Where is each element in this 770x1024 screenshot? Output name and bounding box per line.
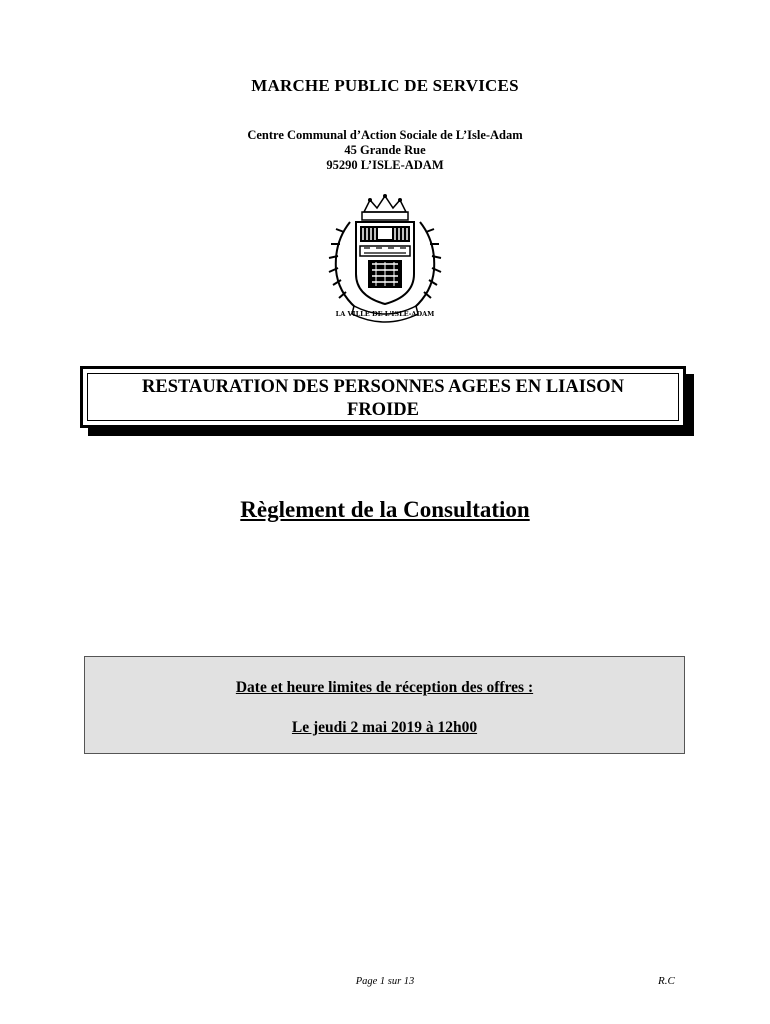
street-address: 45 Grande Rue [344,143,426,157]
deadline-box [84,656,685,754]
page-number: Page 1 sur 13 [355,976,415,987]
municipal-coat-of-arms-icon [320,192,450,328]
document-subtitle: Règlement de la Consultation [240,497,530,522]
organization-address [0,128,770,173]
project-title-line-1: RESTAURATION DES PERSONNES AGEES EN LIAISON [142,377,624,397]
crest-motto: LA VILLE DE L'ISLE-ADAM [335,310,435,318]
project-title-box [80,366,686,428]
document-title: MARCHE PUBLIC DE SERVICES [251,76,519,95]
organization-name: Centre Communal d’Action Sociale de L’Isle-Adam [247,128,523,142]
project-title-line-2: FROIDE [347,400,419,420]
project-title [87,373,679,421]
deadline-date: Le jeudi 2 mai 2019 à 12h00 [291,719,478,736]
city-address: 95290 L’ISLE-ADAM [326,158,444,172]
deadline-label: Date et heure limites de réception des offres : [235,679,534,696]
document-reference: R.C [658,975,675,987]
